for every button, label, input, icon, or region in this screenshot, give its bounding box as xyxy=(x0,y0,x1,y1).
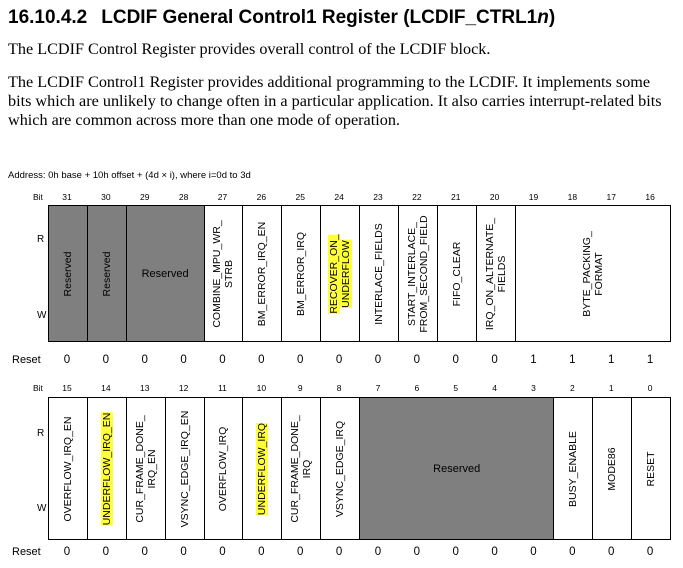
field-label: FIFO_CLEAR xyxy=(450,241,463,306)
upper-reset-value: 0 xyxy=(335,354,343,366)
field-label: Reserved xyxy=(433,462,481,475)
upper-field-reserved xyxy=(126,205,205,342)
upper-bit-number: 21 xyxy=(451,192,461,202)
lower-bit-number: 12 xyxy=(178,383,189,393)
lower-reset-value: 0 xyxy=(63,546,71,558)
lower-reset-value: 0 xyxy=(530,546,537,558)
lower-reset-value: 0 xyxy=(374,546,382,558)
lower-bit-number: 8 xyxy=(336,383,342,393)
upper-reset-value: 0 xyxy=(297,354,304,366)
upper-bit-number: 29 xyxy=(140,192,150,202)
upper-reset-value: 0 xyxy=(102,354,110,366)
upper-field-bm-error-irq-en xyxy=(242,205,282,342)
upper-bit-number: 17 xyxy=(606,192,616,202)
register-address: Address: 0h base + 10h offset + (4d × i), where i=0d to 3d xyxy=(8,170,251,181)
field-label: BM_ERROR_IRQ_EN xyxy=(256,221,269,326)
lower-field-underflow-irq-en xyxy=(87,397,127,540)
field-label: Reserved xyxy=(61,251,74,296)
section-heading xyxy=(8,7,555,29)
lower-reset-value: 0 xyxy=(335,546,343,558)
field-label: IRQ_ON_ALTERNATE_ FIELDS xyxy=(483,217,508,330)
lower-bit-number: 13 xyxy=(140,383,150,393)
upper-reset-value: 0 xyxy=(374,354,382,366)
upper-bit-number: 27 xyxy=(217,192,228,202)
lower-reset-value: 0 xyxy=(608,546,615,558)
lower-reset-value: 0 xyxy=(569,546,576,558)
field-label: OVERFLOW_IRQ xyxy=(217,426,230,511)
lower-field-reserved xyxy=(359,397,554,540)
lower-field-cur-frame-done-irq-en xyxy=(126,397,166,540)
upper-field-irq-on-alternate-fields xyxy=(476,205,516,342)
lower-field-vsync-edge-irq-en xyxy=(165,397,205,540)
upper-field-start-interlace-from-second-field xyxy=(398,205,438,342)
upper-reset-value: 1 xyxy=(530,354,537,366)
upper-bit-number: 26 xyxy=(256,192,267,202)
upper-reset-value: 1 xyxy=(569,354,576,366)
lower-field-underflow-irq xyxy=(242,397,282,540)
lower-bit-number: 6 xyxy=(414,383,420,393)
lower-reset-value: 0 xyxy=(141,546,148,558)
field-label: CUR_FRAME_DONE_ IRQ_EN xyxy=(133,414,158,523)
upper-field-combine-mpu-wr-strb xyxy=(204,205,244,342)
lower-bit-number: 10 xyxy=(256,383,267,393)
field-label: Reserved xyxy=(100,251,113,296)
upper-bit-number: 24 xyxy=(334,192,344,202)
lower-bit-number: 9 xyxy=(297,383,303,393)
upper-read-label: R xyxy=(37,234,45,245)
upper-reset-value: 0 xyxy=(258,354,265,366)
lower-reset-value: 0 xyxy=(180,546,187,558)
lower-reset-label: Reset xyxy=(12,546,41,558)
section-title-close: ) xyxy=(548,7,556,28)
section-number: 16.10.4.2 xyxy=(8,7,88,28)
upper-write-label: W xyxy=(37,310,47,321)
lower-bit-number: 7 xyxy=(375,383,381,393)
field-label: RECOVER_ON_ UNDERFLOW xyxy=(328,233,353,314)
upper-bit-number: 30 xyxy=(101,192,111,202)
lower-field-busy-enable xyxy=(553,397,593,540)
lower-reset-value: 0 xyxy=(219,546,226,558)
upper-field-recover-on-underflow xyxy=(320,205,360,342)
field-label: BYTE_PACKING_ FORMAT xyxy=(580,230,605,317)
upper-bit-number: 19 xyxy=(528,192,539,202)
upper-reset-value: 0 xyxy=(63,354,71,366)
field-label: VSYNC_EDGE_IRQ xyxy=(334,420,347,517)
upper-reset-value: 0 xyxy=(413,354,421,366)
lower-bit-number: 3 xyxy=(531,383,536,393)
lower-field-cur-frame-done-irq xyxy=(281,397,321,540)
upper-bit-number: 28 xyxy=(178,192,189,202)
lower-field-reset xyxy=(631,397,671,540)
lower-reset-value: 0 xyxy=(413,546,421,558)
field-label: START_INTERLACE_ FROM_SECOND_FIELD xyxy=(405,214,430,333)
upper-field-bm-error-irq xyxy=(281,205,321,342)
field-label: INTERLACE_FIELDS xyxy=(372,222,385,325)
lower-reset-value: 0 xyxy=(297,546,304,558)
upper-reset-value: 0 xyxy=(219,354,226,366)
upper-field-byte-packing-format xyxy=(515,205,672,342)
upper-field-reserved xyxy=(87,205,127,342)
lower-write-label: W xyxy=(37,503,47,514)
field-label: UNDERFLOW_IRQ xyxy=(256,422,269,515)
intro-paragraph: The LCDIF Control Register provides overall control of the LCDIF block. xyxy=(8,40,491,58)
section-title: LCDIF General Control1 Register (LCDIF_CTRL1 xyxy=(101,7,538,28)
upper-reset-value: 0 xyxy=(180,354,187,366)
upper-reset-label: Reset xyxy=(12,354,41,366)
upper-bit-number: 18 xyxy=(567,192,578,202)
lower-field-overflow-irq-en xyxy=(48,397,88,540)
lower-reset-value: 0 xyxy=(102,546,110,558)
description-paragraph: The LCDIF Control1 Register provides additional programming to the LCDIF. It implements some bits which are unlikely to change often in a particular application. It also carries interrupt-related bits which are common across more than one mode of operation. xyxy=(8,73,662,129)
field-label: UNDERFLOW_IRQ_EN xyxy=(100,412,113,525)
lower-reset-value: 0 xyxy=(452,546,459,558)
lower-field-overflow-irq xyxy=(204,397,244,540)
lower-bit-label: Bit xyxy=(33,383,43,393)
upper-reset-value: 0 xyxy=(452,354,459,366)
upper-reset-value: 1 xyxy=(608,354,615,366)
lower-bit-number: 4 xyxy=(492,383,497,393)
upper-field-interlace-fields xyxy=(359,205,399,342)
upper-bit-number: 20 xyxy=(489,192,500,202)
upper-reset-value: 1 xyxy=(646,354,654,366)
lower-reset-value: 0 xyxy=(646,546,654,558)
lower-bit-number: 5 xyxy=(453,383,459,393)
field-label: MODE86 xyxy=(606,446,619,491)
upper-bit-number: 25 xyxy=(295,192,305,202)
upper-reset-value: 0 xyxy=(491,354,498,366)
upper-field-fifo-clear xyxy=(437,205,477,342)
lower-bit-number: 0 xyxy=(647,383,653,393)
upper-bit-number: 22 xyxy=(412,192,422,202)
lower-bit-number: 1 xyxy=(608,383,614,393)
upper-bit-number: 31 xyxy=(62,192,72,202)
field-label: COMBINE_MPU_WR_ STRB xyxy=(211,219,236,328)
lower-bit-number: 15 xyxy=(62,383,72,393)
upper-field-reserved xyxy=(48,205,88,342)
field-label: BUSY_ENABLE xyxy=(567,430,580,507)
lower-field-vsync-edge-irq xyxy=(320,397,360,540)
field-label: Reserved xyxy=(141,267,189,280)
lower-reset-value: 0 xyxy=(491,546,498,558)
upper-reset-value: 0 xyxy=(141,354,148,366)
upper-bit-number: 16 xyxy=(645,192,655,202)
upper-bit-number: 23 xyxy=(373,192,383,202)
lower-bit-number: 14 xyxy=(101,383,111,393)
upper-bit-label: Bit xyxy=(33,192,43,202)
field-label: VSYNC_EDGE_IRQ_EN xyxy=(178,410,191,527)
lower-bit-number: 11 xyxy=(218,383,227,393)
field-label: RESET xyxy=(645,450,658,487)
field-label: OVERFLOW_IRQ_EN xyxy=(61,415,74,522)
section-title-italic: n xyxy=(537,7,549,28)
field-label: CUR_FRAME_DONE_ IRQ xyxy=(289,414,314,523)
lower-bit-number: 2 xyxy=(570,383,575,393)
field-label: BM_ERROR_IRQ xyxy=(295,231,308,316)
lower-reset-value: 0 xyxy=(258,546,265,558)
lower-read-label: R xyxy=(37,428,45,439)
lower-field-mode86 xyxy=(592,397,632,540)
